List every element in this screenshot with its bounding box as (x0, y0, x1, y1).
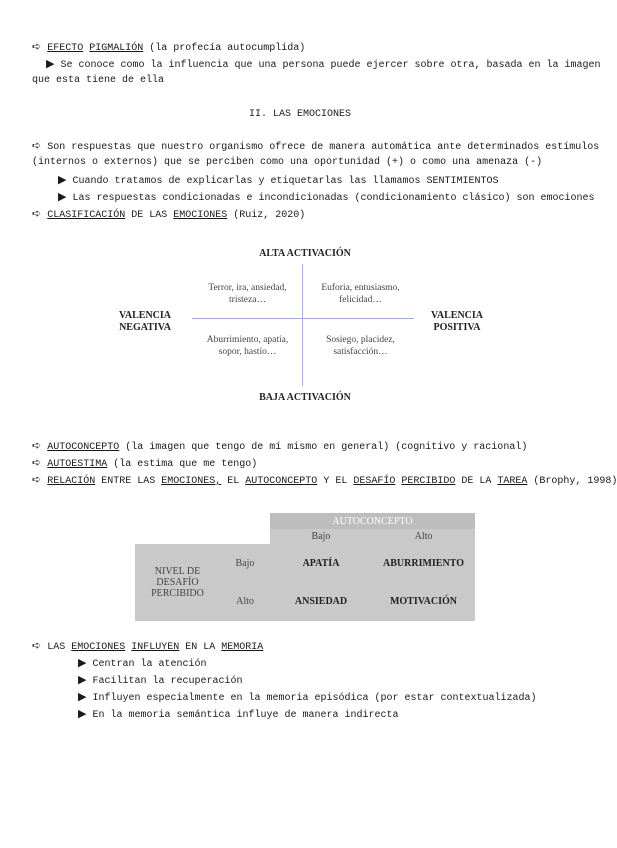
triangle-bullet-icon: ▶ (58, 190, 67, 203)
pigmalion-desc-1: ▶ Se conoce como la influencia que una persona puede ejercer sobre otra, basada en la imagen (46, 57, 601, 71)
emociones-sub-2: ▶ Las respuestas condicionadas e incondicionadas (condicionamiento clásico) son emociones (58, 190, 595, 204)
triangle-bullet-icon: ▶ (58, 173, 67, 186)
label-valencia-negativa: VALENCIA NEGATIVA (118, 310, 172, 333)
quadrant-bottom-left: Aburrimiento, apatía, sopor, hastío… (206, 335, 289, 357)
triangle-bullet-icon: ▶ (78, 707, 87, 720)
quadrant-top-left: Terror, ira, ansiedad, tristeza… (208, 283, 287, 305)
emociones-def-2: (internos o externos) que se perciben como una oportunidad (+) o como una amenaza (-) (32, 157, 543, 168)
section-title: II. LAS EMOCIONES (248, 109, 352, 120)
triangle-bullet-icon: ▶ (46, 57, 55, 70)
quadrant-top-right: Euforia, entusiasmo, felicidad… (321, 283, 400, 305)
label-valencia-positiva: VALENCIA POSITIVA (430, 310, 484, 333)
pointing-hand-icon: ➪ (32, 40, 42, 53)
autoestima-line: ➪ AUTOESTIMA (la estima que me tengo) (32, 456, 258, 470)
relacion-line: ➪ RELACIÓN ENTRE LAS EMOCIONES, EL AUTOCONCEPTO Y EL DESAFÍO PERCIBIDO DE LA TAREA (Brophy, 1998) (32, 473, 617, 487)
pointing-hand-icon: ➪ (32, 207, 42, 220)
table-cell-ansiedad: ANSIEDAD (270, 582, 372, 621)
memoria-item: ▶ En la memoria semántica influye de manera indirecta (78, 707, 399, 721)
pointing-hand-icon: ➪ (32, 439, 42, 452)
label-baja-activacion: BAJA ACTIVACIÓN (259, 392, 351, 403)
pigmalion-desc-2: que esta tiene de ella (32, 75, 165, 86)
clasificacion-heading: ➪ CLASIFICACIÓN DE LAS EMOCIONES (Ruiz, 2020) (32, 207, 306, 221)
table-cell-apatia: APATÍA (270, 544, 372, 582)
memoria-item: ▶ Centran la atención (78, 656, 207, 670)
table-col-bajo: Bajo (270, 529, 372, 544)
triangle-bullet-icon: ▶ (78, 690, 87, 703)
emociones-sub-1: ▶ Cuando tratamos de explicarlas y etiquetarlas las llamamos SENTIMIENTOS (58, 173, 499, 187)
pointing-hand-icon: ➪ (32, 473, 42, 486)
pointing-hand-icon: ➪ (32, 456, 42, 469)
relation-table (135, 513, 475, 621)
memoria-item: ▶ Facilitan la recuperación (78, 673, 243, 687)
memoria-item: ▶ Influyen especialmente en la memoria episódica (por estar contextualizada) (78, 690, 537, 704)
pointing-hand-icon: ➪ (32, 139, 42, 152)
table-row-label: NIVEL DE DESAFÍO PERCIBIDO (135, 544, 220, 621)
triangle-bullet-icon: ▶ (78, 673, 87, 686)
pointing-hand-icon: ➪ (32, 639, 42, 652)
horizontal-axis (192, 318, 414, 319)
table-row-bajo: Bajo (220, 544, 270, 582)
quadrant-bottom-right: Sosiego, placidez, satisfacción… (326, 335, 395, 357)
table-header-autoconcepto: AUTOCONCEPTO (270, 513, 475, 529)
memoria-heading: ➪ LAS EMOCIONES INFLUYEN EN LA MEMORIA (32, 639, 264, 653)
emociones-def-1: ➪ Son respuestas que nuestro organismo ofrece de manera automática ante determinados estímulos (32, 139, 600, 153)
autoconcepto-line: ➪ AUTOCONCEPTO (la imagen que tengo de mí mismo en general) (cognitivo y racional) (32, 439, 528, 453)
pigmalion-heading: ➪ EFECTO PIGMALIÓN (la profecía autocumplida) (32, 40, 306, 54)
table-col-alto: Alto (372, 529, 475, 544)
table-cell-motivacion: MOTIVACIÓN (372, 582, 475, 621)
table-cell-aburrimiento: ABURRIMIENTO (372, 544, 475, 582)
table-row-alto: Alto (220, 582, 270, 621)
label-alta-activacion: ALTA ACTIVACIÓN (259, 248, 351, 259)
triangle-bullet-icon: ▶ (78, 656, 87, 669)
emotion-quadrant-diagram (100, 240, 500, 410)
vertical-axis (302, 264, 303, 386)
